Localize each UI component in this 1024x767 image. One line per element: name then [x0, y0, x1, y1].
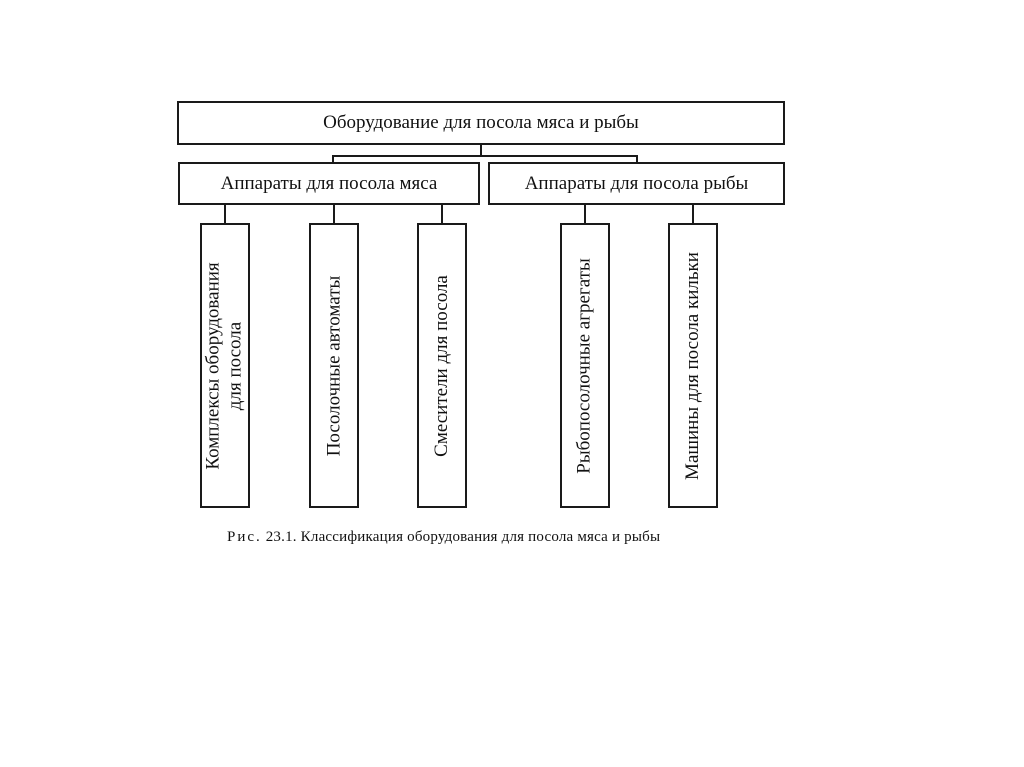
connector-leaf-1 [224, 205, 226, 224]
leaf-box-fish-sprat-machines [668, 223, 718, 508]
root-label: Оборудование для посола мяса и рыбы [323, 112, 639, 133]
group-box-fish [488, 162, 785, 205]
group-label-fish: Аппараты для посола рыбы [524, 172, 749, 194]
leaf-box-meat-complexes [200, 223, 250, 508]
leaf-line-1: Машины для посола кильки [682, 251, 704, 480]
leaf-text-fish-sprat-machines [682, 252, 704, 480]
connector-leaf-5 [692, 205, 694, 224]
group-label-meat: Аппараты для посола мяса [220, 172, 438, 194]
leaf-text-meat-automats [323, 275, 345, 456]
root-box [177, 101, 785, 145]
leaf-text-fish-aggregates [574, 258, 596, 473]
leaf-line-1: Рыбопосолочные агрегаты [574, 257, 596, 474]
caption-prefix: Рис. [227, 529, 262, 545]
connector-leaf-4 [584, 205, 586, 224]
connector-groups-bar [332, 155, 637, 157]
leaf-line-1: Смесители для посола [431, 274, 452, 457]
leaf-text-meat-complexes [203, 262, 247, 469]
leaf-line-2: для посола [225, 321, 247, 410]
leaf-text-meat-mixers [431, 275, 453, 457]
leaf-box-fish-aggregates [560, 223, 610, 508]
group-box-meat [178, 162, 480, 205]
leaf-line-1: Комплексы оборудования [203, 261, 225, 470]
connector-leaf-2 [333, 205, 335, 224]
leaf-line-1: Посолочные автоматы [323, 275, 345, 456]
leaf-box-meat-automats [309, 223, 359, 508]
connector-leaf-3 [441, 205, 443, 224]
leaf-box-meat-mixers [417, 223, 467, 508]
caption-text: 23.1. Классификация оборудования для посола мяса и рыбы [265, 529, 661, 545]
figure-caption [227, 529, 660, 546]
